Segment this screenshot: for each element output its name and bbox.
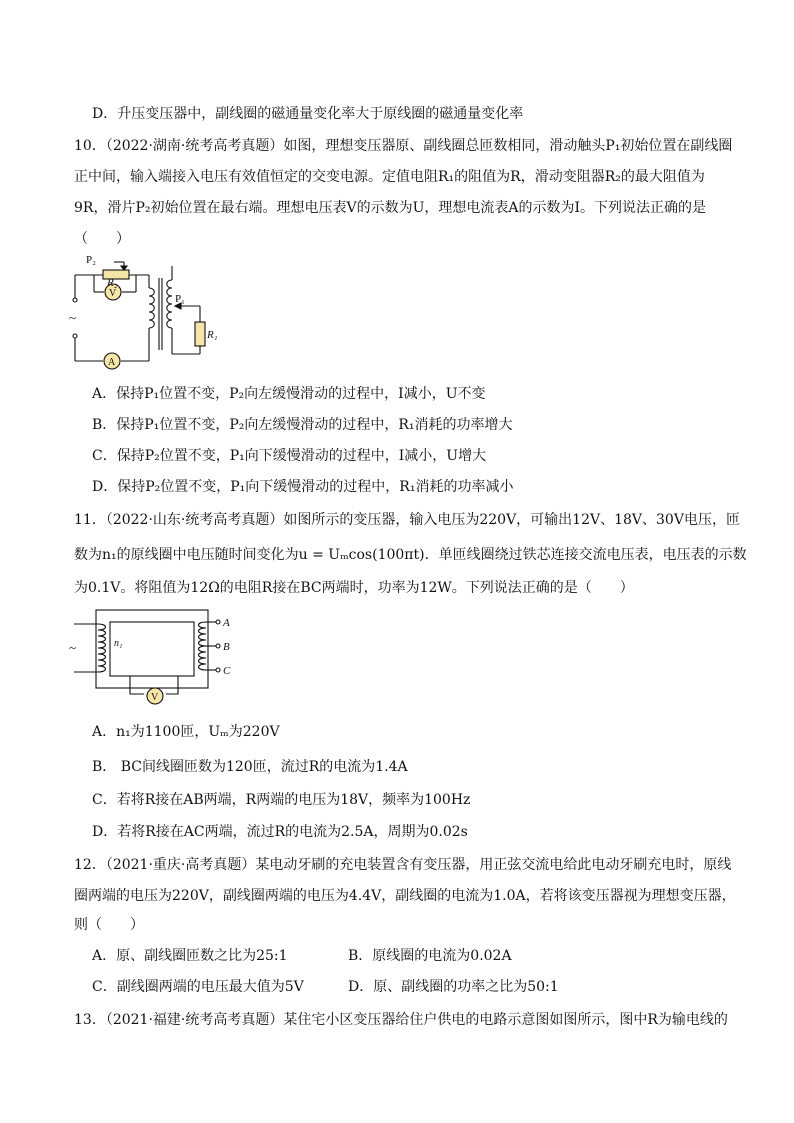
q12-option-d: D．原、副线圈的功率之比为50:1	[348, 979, 559, 995]
q10-stem-line-1: 10．（2022·湖南·统考高考真题）如图，理想变压器原、副线圈总匝数相同，滑动触头P₁初始位置在副线圈	[74, 138, 733, 154]
voltmeter-label: V	[151, 692, 159, 703]
q12-option-a: A．原、副线圈匝数之比为25:1	[92, 948, 288, 964]
q12-option-b: B．原线圈的电流为0.02A	[348, 948, 512, 964]
terminal-c-label: C	[223, 665, 231, 677]
q11-stem-line-2: 数为n₁的原线圈中电压随时间变化为u = Uₘcos(100πt)．单匝线圈绕过铁芯连接交流电压表，电压表的示数	[74, 547, 747, 563]
terminal-a-label: A	[223, 617, 230, 629]
q11-option-d: D．若将R接在AC两端，流过R的电流为2.5A，周期为0.02s	[92, 824, 468, 840]
q11-transformer-figure	[66, 602, 236, 712]
q12-option-c: C．副线圈两端的电压最大值为5V	[92, 979, 304, 995]
q9-option-d: D．升压变压器中，副线圈的磁通量变化率大于原线圈的磁通量变化率	[92, 106, 524, 122]
q10-stem-line-3: 9R，滑片P₂初始位置在最右端。理想电压表V的示数为U，理想电流表A的示数为I。下列说法正确的是	[74, 200, 707, 216]
q10-circuit-figure	[66, 250, 226, 380]
q13-stem-line-1: 13．（2021·福建·统考高考真题）某住宅小区变压器给住户供电的电路示意图如图所示，图中R为输电线的	[74, 1012, 728, 1028]
q12-stem-line-3: 则（ ）	[74, 917, 144, 933]
q10-stem-line-4: （ ）	[74, 231, 130, 247]
q11-option-c: C．若将R接在AB两端，R两端的电压为18V，频率为100Hz	[92, 792, 471, 808]
ac-source-symbol: ~	[69, 640, 77, 655]
q11-option-a: A．n₁为1100匝，Uₘ为220V	[92, 724, 280, 740]
q10-option-d: D．保持P₂位置不变，P₁向下缓慢滑动的过程中，R₁消耗的功率减小	[92, 479, 514, 495]
q10-stem-line-2: 正中间，输入端接入电压有效值恒定的交变电源。定值电阻R₁的阻值为R，滑动变阻器R₂的最大阻值为	[74, 169, 705, 185]
q11-stem-line-3: 为0.1V。将阻值为12Ω的电阻R接在BC两端时，功率为12W。下列说法正确的是（ ）	[74, 580, 634, 596]
r2-label: R₂	[107, 277, 118, 289]
terminal-b-label: B	[223, 641, 230, 653]
q10-option-a: A．保持P₁位置不变，P₂向左缓慢滑动的过程中，I减小，U不变	[92, 386, 486, 402]
q10-option-c: C．保持P₂位置不变，P₁向下缓慢滑动的过程中，I减小，U增大	[92, 448, 487, 464]
r1-label: R₁	[207, 329, 218, 341]
q11-stem-line-1: 11．（2022·山东·统考高考真题）如图所示的变压器，输入电压为220V，可输出12V、18V、30V电压，匝	[74, 512, 740, 528]
p2-label: P₂	[86, 254, 96, 266]
ammeter-label: A	[108, 357, 116, 368]
q11-option-b: B． BC间线圈匝数为120匝，流过R的电流为1.4A	[92, 759, 408, 775]
ac-source-symbol: ~	[69, 310, 77, 325]
voltmeter-label: V	[109, 288, 117, 299]
q12-stem-line-1: 12．（2021·重庆·高考真题）某电动牙刷的充电装置含有变压器，用正弦交流电给此电动牙刷充电时，原线	[74, 857, 732, 873]
p1-label: P₁	[175, 293, 185, 305]
q10-option-b: B．保持P₁位置不变，P₂向左缓慢滑动的过程中，R₁消耗的功率增大	[92, 417, 513, 433]
q12-stem-line-2: 圈两端的电压为220V，副线圈两端的电压为4.4V，副线圈的电流为1.0A，若将该变压器视为理想变压器，	[74, 888, 736, 904]
n1-label: n₁	[114, 638, 123, 649]
